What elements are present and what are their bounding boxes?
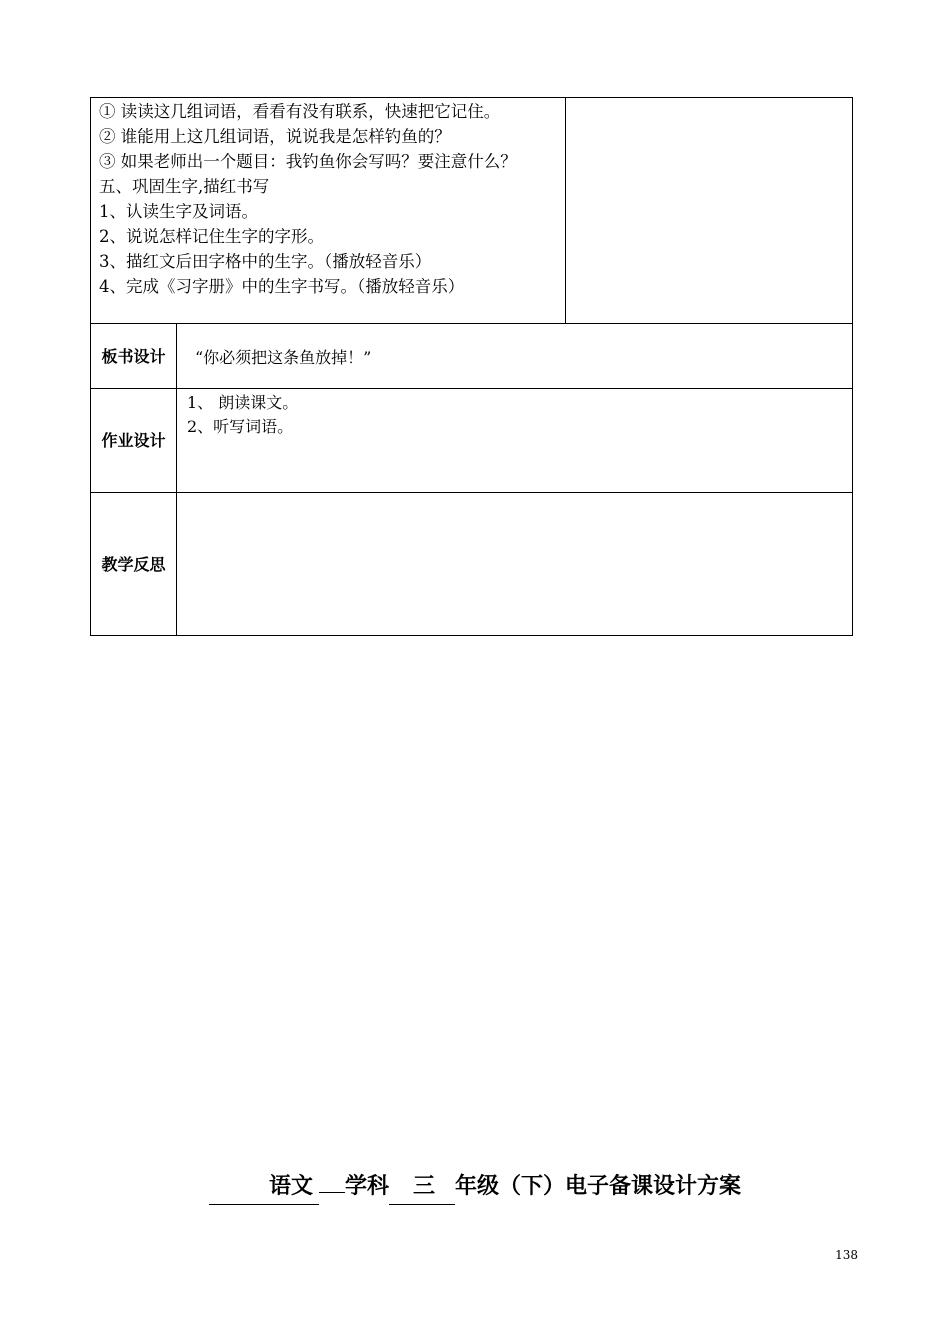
activity-cell [91,98,566,324]
activity-line: 五、巩固生字,描红书写 [99,177,270,196]
activity-line: 4、完成《习字册》中的生字书写。（播放轻音乐） [99,277,465,296]
subject-blank: 语文 [209,1170,319,1205]
lesson-plan-table [90,97,853,636]
teaching-reflection-row [91,493,853,636]
teaching-reflection-content [177,493,853,636]
homework-item: 2、听写词语。 [187,417,294,436]
activity-row [91,98,853,324]
page-number: 138 [835,1248,858,1262]
grade-blank: 三 [389,1170,455,1205]
homework-design-label: 作业设计 [91,389,177,493]
activity-line: 2、说说怎样记住生字的字形。 [99,227,324,246]
activity-line: ① 读读这几组词语，看看有没有联系，快速把它记住。 [99,102,501,121]
board-design-content: “你必须把这条鱼放掉！” [177,324,853,389]
board-design-row [91,324,853,389]
teaching-reflection-label: 教学反思 [91,493,177,636]
activity-line: 3、描红文后田字格中的生字。（播放轻音乐） [99,252,432,271]
activity-line: ③ 如果老师出一个题目：我钓鱼你会写吗？要注意什么？ [99,152,517,171]
homework-item: 1、 朗读课文。 [187,393,299,412]
activity-line: 1、认读生字及词语。 [99,202,258,221]
plan-heading [0,1170,950,1205]
heading-title: 年级（下）电子备课设计方案 [455,1174,742,1199]
homework-design-row [91,389,853,493]
board-design-label: 板书设计 [91,324,177,389]
subject-blank-trail [319,1192,345,1193]
notes-cell [566,98,853,324]
subject-suffix: 学科 [344,1174,389,1199]
homework-design-content [177,389,853,493]
activity-line: ② 谁能用上这几组词语，说说我是怎样钓鱼的？ [99,127,451,146]
